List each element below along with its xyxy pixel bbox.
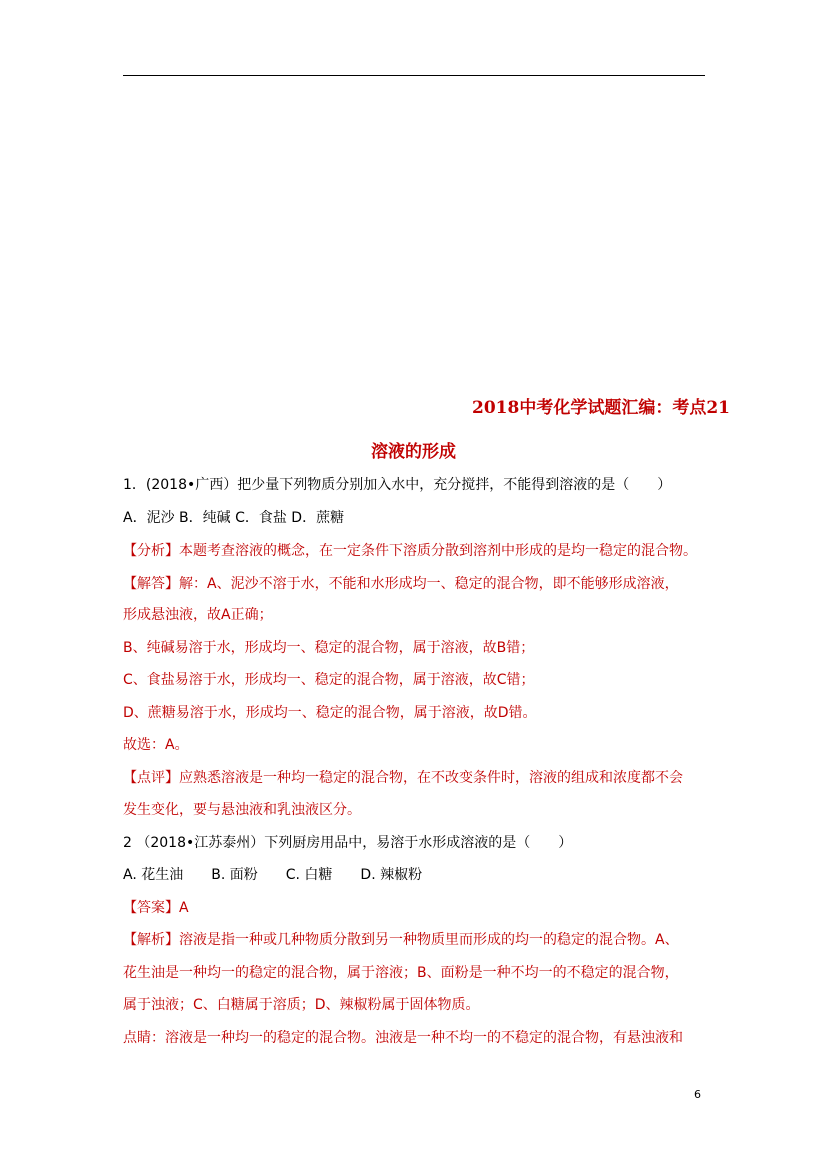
text-line: 形成悬浊液，故A正确； [123,607,273,623]
header-rule [123,75,705,76]
text-line: 故选：A。 [123,737,189,753]
text-line: C、食盐易溶于水，形成均一、稳定的混合物，属于溶液，故C错； [123,672,535,688]
text-line: 发生变化，要与悬浊液和乳浊液区分。 [123,802,361,818]
text-line: A. 花生油 B. 面粉 C. 白糖 D. 辣椒粉 [123,867,423,883]
text-line: 【点评】应熟悉溶液是一种均一稳定的混合物，在不改变条件时，溶液的组成和浓度都不会 [123,770,683,786]
text-line: 【解析】溶液是指一种或几种物质分散到另一种物质里而形成的均一的稳定的混合物。A、 [123,932,679,948]
text-line: 2 （2018•江苏泰州）下列厨房用品中，易溶于水形成溶液的是（ ） [123,835,573,851]
document-title: 2018中考化学试题汇编：考点21 [472,398,730,418]
text-line: 【解答】解：A、泥沙不溶于水，不能和水形成均一、稳定的混合物，即不能够形成溶液， [123,576,679,592]
document-subtitle: 溶液的形成 [371,442,456,462]
text-line: D、蔗糖易溶于水，形成均一、稳定的混合物，属于溶液，故D错。 [123,705,537,721]
text-line: 花生油是一种均一的稳定的混合物，属于溶液；B、面粉是一种不均一的不稳定的混合物， [123,965,679,981]
text-line: 属于浊液；C、白糖属于溶质；D、辣椒粉属于固体物质。 [123,997,480,1013]
page-number: 6 [694,1088,701,1101]
text-line: B、纯碱易溶于水，形成均一、稳定的混合物，属于溶液，故B错； [123,640,535,656]
text-line: 【分析】本题考查溶液的概念，在一定条件下溶质分散到溶剂中形成的是均一稳定的混合物。 [123,543,697,559]
text-line: 1．(2018•广西）把少量下列物质分别加入水中，充分搅拌，不能得到溶液的是（ ） [123,477,672,493]
text-line: A．泥沙 B．纯碱 C．食盐 D．蔗糖 [123,510,345,526]
text-line: 【答案】A [123,900,189,916]
text-line: 点睛：溶液是一种均一的稳定的混合物。浊液是一种不均一的不稳定的混合物，有悬浊液和 [123,1030,683,1046]
